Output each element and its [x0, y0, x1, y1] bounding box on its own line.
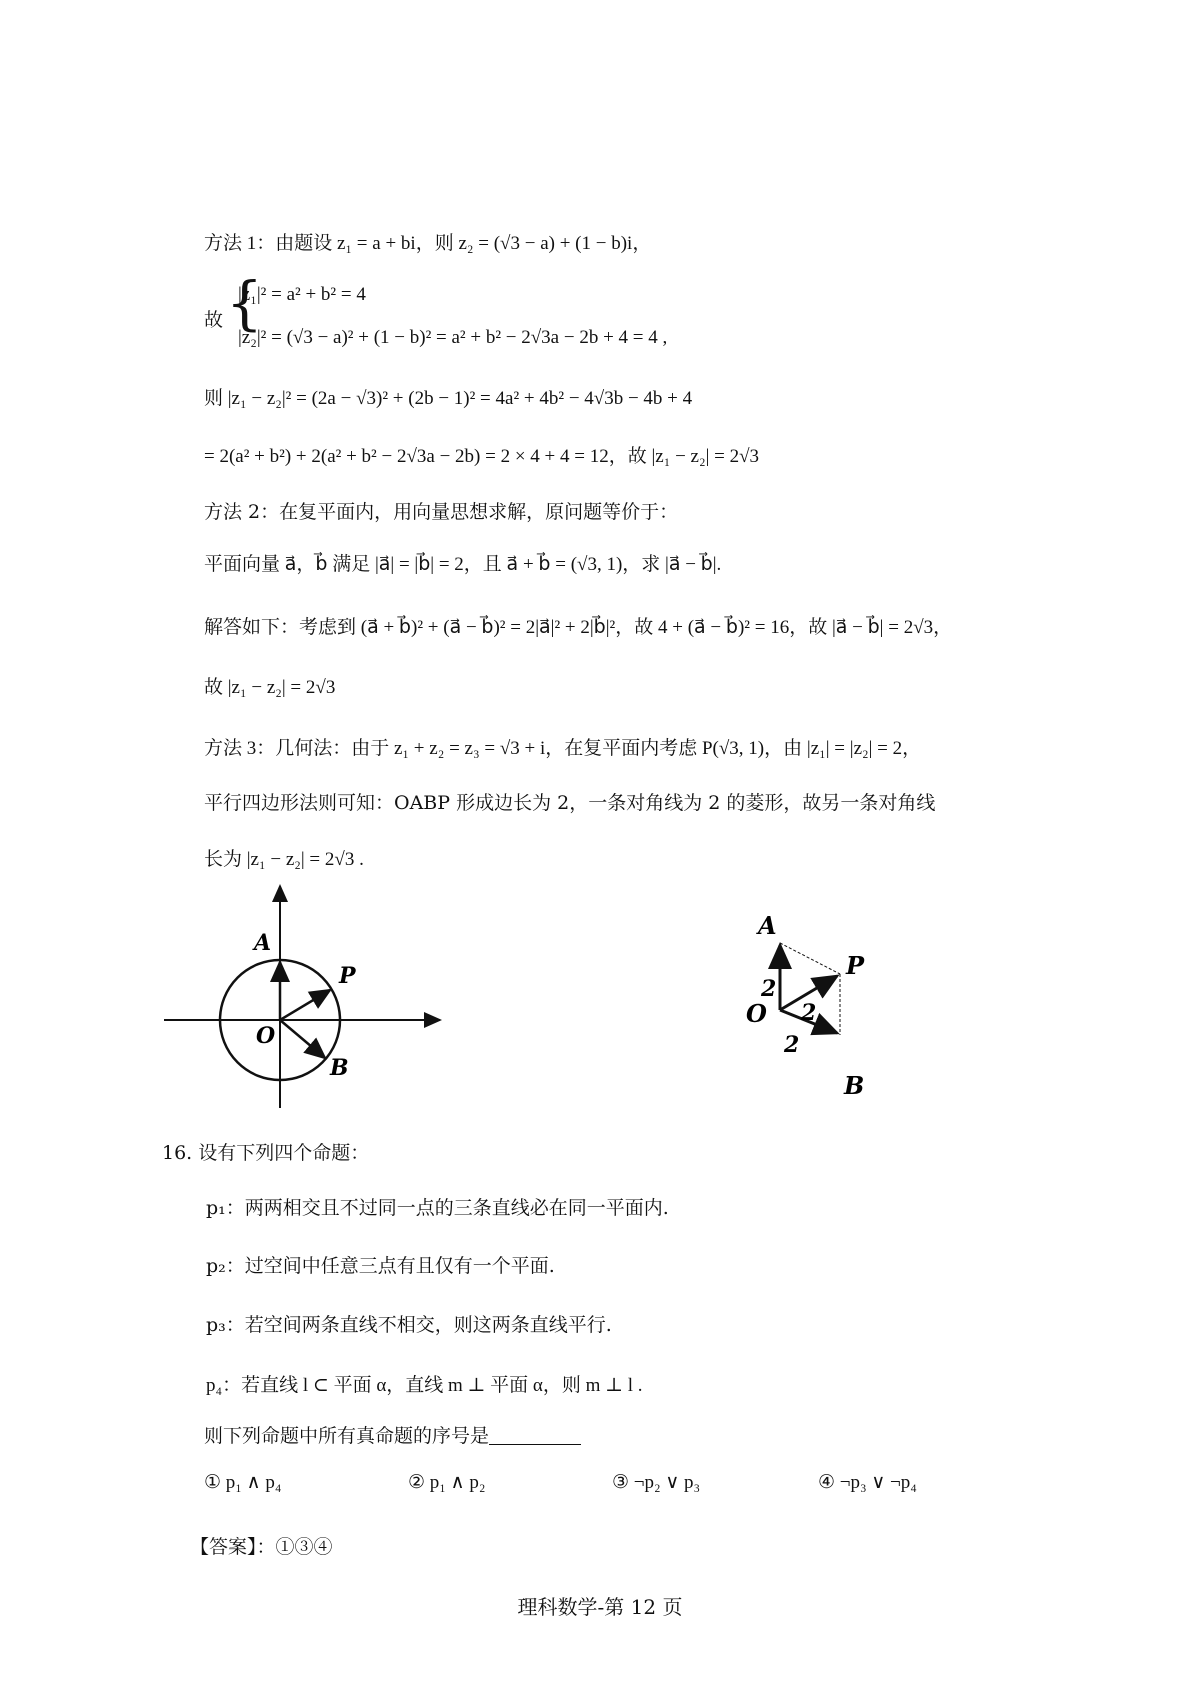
page-footer: 理科数学-第 12 页 — [517, 1595, 683, 1619]
option-1: ① p₁ ∧ p₄ — [204, 1472, 282, 1493]
method2-line1: 方法 2：在复平面内，用向量思想求解，原问题等价于： — [204, 501, 679, 523]
side-label-ob: 2 — [784, 1032, 800, 1058]
q16-stem: 16. 设有下列四个命题： — [162, 1142, 370, 1164]
answer-blank — [489, 1424, 581, 1445]
q16-answer: 【答案】：①③④ — [190, 1536, 333, 1558]
q16-p4: p₄：若直线 l ⊂ 平面 α，直线 m ⊥ 平面 α，则 m ⊥ l . — [206, 1375, 643, 1396]
method1-eq2: |z₂|² = (√3 − a)² + (1 − b)² = a² + b² − 2√3a − 2b + 4 = 4 , — [238, 327, 668, 348]
method3-line1: 方法 3：几何法：由于 z₁ + z₂ = z₃ = √3 + i，在复平面内考虑 P(√3, 1)，由 |z₁| = |z₂| = 2， — [204, 738, 922, 759]
method3-line2: 平行四边形法则可知：OABP 形成边长为 2，一条对角线为 2 的菱形，故另一条对角线 — [204, 792, 936, 814]
method1-line4: = 2(a² + b²) + 2(a² + b² − 2√3a − 2b) = 2 × 4 + 4 = 12，故 |z₁ − z₂| = 2√3 — [204, 446, 760, 467]
method2-line4: 故 |z₁ − z₂| = 2√3 — [204, 677, 336, 698]
option-3: ③ ¬p₂ ∨ p₃ — [612, 1472, 701, 1493]
dash-ap — [780, 943, 840, 974]
vector-op — [280, 990, 330, 1020]
label-p: P — [339, 963, 356, 989]
method3-line3: 长为 |z₁ − z₂| = 2√3 . — [204, 849, 364, 870]
q16-p3: p₃：若空间两条直线不相交，则这两条直线平行. — [206, 1314, 612, 1336]
side-label-op: 2 — [801, 1000, 817, 1026]
q16-ask — [204, 1421, 581, 1448]
label-o: O — [256, 1023, 276, 1049]
label-a: A — [758, 911, 777, 940]
label-b: B — [844, 1071, 865, 1100]
q16-p2: p₂：过空间中任意三点有且仅有一个平面. — [206, 1255, 555, 1277]
method2-line2: 平面向量 a⃗，b⃗ 满足 |a⃗| = |b⃗| = 2，且 a⃗ + b⃗ = (√3, 1)，求 |a⃗ − b⃗|. — [204, 554, 722, 575]
label-o: O — [746, 999, 767, 1028]
figure-left-circle-diagram — [150, 880, 450, 1120]
option-2: ② p₁ ∧ p₂ — [408, 1472, 486, 1493]
side-label-oa: 2 — [761, 976, 777, 1002]
method1-eq1: |z₁|² = a² + b² = 4 — [238, 284, 366, 305]
option-4: ④ ¬p₃ ∨ ¬p₄ — [818, 1472, 917, 1493]
vector-ob — [280, 1020, 325, 1058]
label-p: P — [846, 951, 865, 980]
q16-ask-text: 则下列命题中所有真命题的序号是 — [204, 1425, 490, 1447]
figure-right-rhombus-diagram — [740, 900, 900, 1100]
system-brace: { — [226, 269, 263, 337]
label-b: B — [330, 1055, 349, 1081]
method1-line1: 方法 1：由题设 z₁ = a + bi，则 z₂ = (√3 − a) + (1 − b)i， — [204, 233, 652, 254]
q16-p1: p₁：两两相交且不过同一点的三条直线必在同一平面内. — [206, 1197, 669, 1219]
label-a: A — [254, 930, 272, 956]
method1-line3: 则 |z₁ − z₂|² = (2a − √3)² + (2b − 1)² = 4a² + 4b² − 4√3b − 4b + 4 — [204, 388, 693, 409]
method1-gu: 故 — [204, 309, 224, 331]
method2-line3: 解答如下：考虑到 (a⃗ + b⃗)² + (a⃗ − b⃗)² = 2|a⃗|² + 2|b⃗|²，故 4 + (a⃗ − b⃗)² = 16，故 |a⃗ − b⃗| = 2√3， — [204, 617, 953, 638]
